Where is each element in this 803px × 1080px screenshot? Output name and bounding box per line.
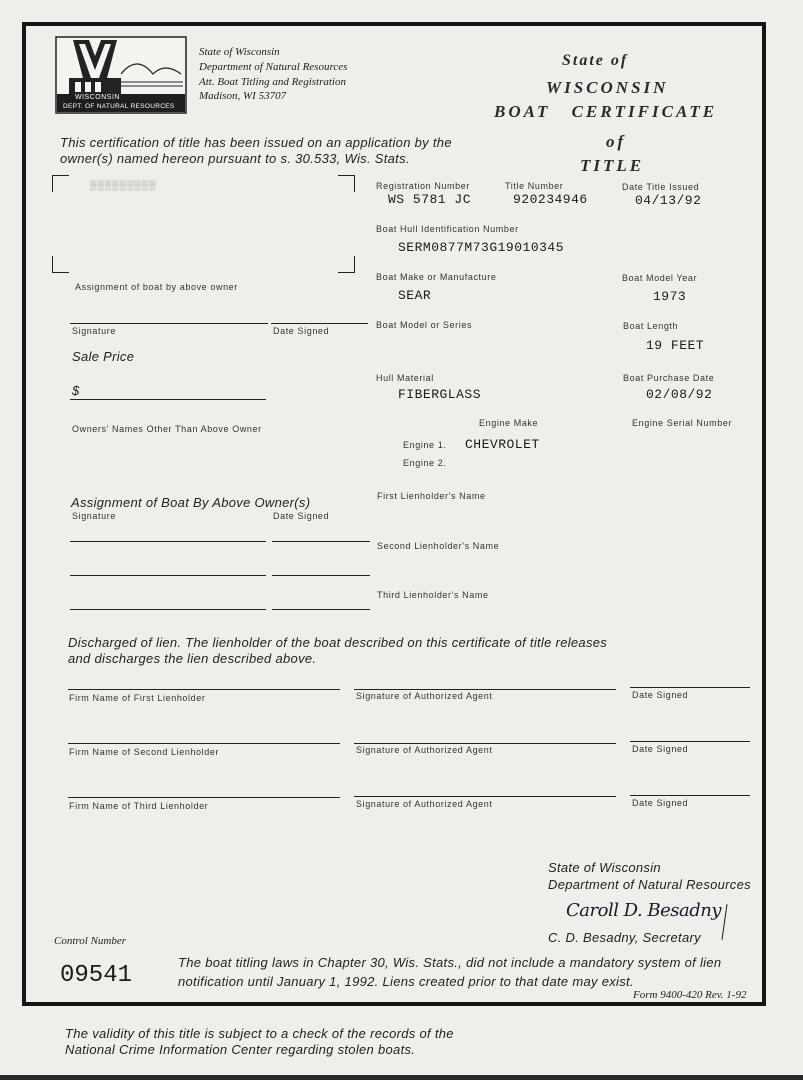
- lienholder2-label: Second Lienholder's Name: [377, 541, 500, 551]
- agent1-line[interactable]: [354, 689, 616, 690]
- control-number: 09541: [60, 962, 133, 989]
- title-number-label: Title Number: [505, 181, 564, 191]
- engine1-value: CHEVROLET: [465, 437, 540, 452]
- firm1-line[interactable]: [68, 689, 340, 690]
- model-year-value: 1973: [653, 289, 687, 304]
- date3-label: Date Signed: [632, 798, 689, 808]
- purchase-date-label: Boat Purchase Date: [623, 373, 715, 383]
- boat-length-label: Boat Length: [623, 321, 679, 331]
- hull-id-value: SERM0877M73G19010345: [398, 240, 565, 255]
- registration-number-value: WS 5781 JC: [388, 192, 472, 207]
- hull-material-label: Hull Material: [376, 373, 434, 383]
- signature-line[interactable]: [70, 323, 268, 324]
- certification-line2: owner(s) named hereon pursuant to s. 30.533, Wis. Stats.: [60, 151, 410, 166]
- date1-label: Date Signed: [632, 690, 689, 700]
- assign-date-line-2[interactable]: [272, 575, 370, 576]
- secretary-signature: Caroll D. Besadny: [566, 900, 722, 921]
- firm2-label: Firm Name of Second Lienholder: [69, 747, 220, 757]
- assignment-owners-heading: Assignment of Boat By Above Owner(s): [71, 495, 311, 510]
- owner-name-redacted: ▒▒▒▒▒▒▒▒▒: [90, 180, 157, 190]
- dnr-logo: [55, 36, 187, 114]
- sale-price-line[interactable]: [70, 399, 266, 400]
- logo-text-dept: DEPT. OF NATURAL RESOURCES: [63, 103, 175, 110]
- agent2-label: Signature of Authorized Agent: [356, 745, 493, 755]
- signature2-label: Signature: [72, 511, 116, 521]
- signature-label: Signature: [72, 326, 116, 336]
- title-line4: of: [606, 132, 627, 151]
- firm1-label: Firm Name of First Lienholder: [69, 693, 206, 703]
- date-issued-value: 04/13/92: [635, 193, 702, 208]
- lienholder3-label: Third Lienholder's Name: [377, 590, 489, 600]
- purchase-date-value: 02/08/92: [646, 387, 713, 402]
- assign-sig-line-3[interactable]: [70, 609, 266, 610]
- date3-line[interactable]: [630, 795, 750, 796]
- make-label: Boat Make or Manufacture: [376, 272, 497, 282]
- agent2-line[interactable]: [354, 743, 616, 744]
- footer-state: State of Wisconsin: [548, 860, 661, 875]
- agency-line4: Madison, WI 53707: [199, 90, 287, 102]
- footer-dept: Department of Natural Resources: [548, 877, 751, 892]
- notice-line2: notification until January 1, 1992. Liens created prior to that date may exist.: [178, 974, 634, 989]
- date1-line[interactable]: [630, 687, 750, 688]
- owner-box-corner-tr: [338, 175, 355, 192]
- agent3-label: Signature of Authorized Agent: [356, 799, 493, 809]
- assign-sig-line-1[interactable]: [70, 541, 266, 542]
- title-number-value: 920234946: [513, 192, 588, 207]
- sale-price-label: Sale Price: [72, 349, 135, 364]
- owner-box-corner-tl: [52, 175, 69, 192]
- date-signed-line[interactable]: [271, 323, 368, 324]
- date-issued-label: Date Title Issued: [622, 182, 700, 192]
- owner-box-corner-br: [338, 256, 355, 273]
- engine2-label: Engine 2.: [403, 458, 447, 468]
- owner-box-corner-bl: [52, 256, 69, 273]
- validity-line1: The validity of this title is subject to a check of the records of the: [65, 1026, 454, 1041]
- model-series-label: Boat Model or Series: [376, 320, 473, 330]
- dollar-sign: $: [72, 383, 80, 398]
- agency-line1: State of Wisconsin: [199, 46, 280, 58]
- assign-date-line-1[interactable]: [272, 541, 370, 542]
- title-line2: WISCONSIN: [546, 78, 669, 97]
- make-value: SEAR: [398, 288, 432, 303]
- engine-make-label: Engine Make: [479, 418, 539, 428]
- agent3-line[interactable]: [354, 796, 616, 797]
- assign-date-line-3[interactable]: [272, 609, 370, 610]
- date-signed-label: Date Signed: [273, 326, 330, 336]
- agency-line3: Att. Boat Titling and Registration: [199, 76, 346, 88]
- engine1-label: Engine 1.: [403, 440, 447, 450]
- logo-text-wisconsin: WISCONSIN: [75, 94, 120, 101]
- firm3-label: Firm Name of Third Lienholder: [69, 801, 209, 811]
- boat-length-value: 19 FEET: [646, 338, 705, 353]
- discharge-line2: and discharges the lien described above.: [68, 651, 317, 666]
- title-line5: TITLE: [580, 156, 645, 175]
- lienholder1-label: First Lienholder's Name: [377, 491, 486, 501]
- model-year-label: Boat Model Year: [622, 273, 698, 283]
- notice-line1: The boat titling laws in Chapter 30, Wis. Stats., did not include a mandatory system of lien: [178, 955, 722, 970]
- control-number-label: Control Number: [54, 935, 127, 947]
- title-line1: State of: [562, 52, 629, 69]
- engine-serial-label: Engine Serial Number: [632, 418, 733, 428]
- form-number: Form 9400-420 Rev. 1-92: [633, 989, 747, 1001]
- hull-id-label: Boat Hull Identification Number: [376, 224, 519, 234]
- other-owners-label: Owners' Names Other Than Above Owner: [72, 424, 262, 434]
- discharge-line1: Discharged of lien. The lienholder of the boat described on this certificate of title releases: [68, 635, 608, 650]
- firm2-line[interactable]: [68, 743, 340, 744]
- validity-line2: National Crime Information Center regarding stolen boats.: [65, 1042, 416, 1057]
- date-signed2-label: Date Signed: [273, 511, 330, 521]
- date2-label: Date Signed: [632, 744, 689, 754]
- date2-line[interactable]: [630, 741, 750, 742]
- title-line3: BOAT CERTIFICATE: [494, 102, 718, 121]
- agency-line2: Department of Natural Resources: [199, 61, 348, 73]
- hull-material-value: FIBERGLASS: [398, 387, 482, 402]
- footer-secretary: C. D. Besadny, Secretary: [548, 930, 701, 945]
- assignment-label: Assignment of boat by above owner: [75, 282, 238, 292]
- firm3-line[interactable]: [68, 797, 340, 798]
- registration-number-label: Registration Number: [376, 181, 470, 191]
- certification-line1: This certification of title has been issued on an application by the: [60, 135, 452, 150]
- agent1-label: Signature of Authorized Agent: [356, 691, 493, 701]
- certificate-border: [22, 22, 766, 1006]
- assign-sig-line-2[interactable]: [70, 575, 266, 576]
